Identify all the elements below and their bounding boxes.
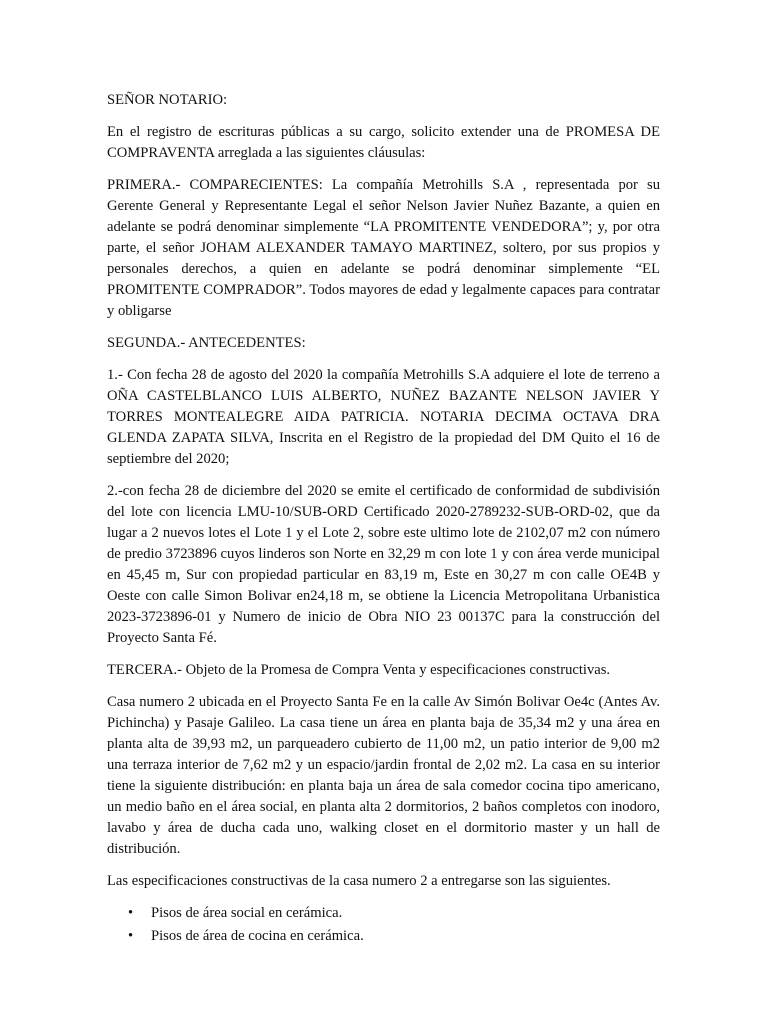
clause-primera: PRIMERA.- COMPARECIENTES: La compañía Metrohills S.A , representada por su Gerente General y Representante Legal el señor Nelson Javier Nuñez Bazante, a quien en adelante se podrá denominar simplemente “LA PROMITENTE VENDEDORA”; y, por otra parte, el señor JOHAM ALEXANDER TAMAYO MARTINEZ, soltero, por sus propios y personales derechos, a quien en adelante se podrá denominar simplemente “EL PROMITENTE COMPRADOR”. Todos mayores de edad y legalmente capaces para contratar y obligarse [107, 177, 660, 319]
specifications-intro: Las especificaciones constructivas de la casa numero 2 a entregarse son las siguientes. [107, 873, 611, 889]
casa-description: Casa numero 2 ubicada en el Proyecto Santa Fe en la calle Av Simón Bolivar Oe4c (Antes Av. Pichincha) y Pasaje Galileo. La casa tiene un área en planta baja de 35,34 m2 y una área en planta alta de 39,93 m2, un parqueadero cubierto de 11,00 m2, un patio interior de 9,00 m2 una terraza interior de 7,62 m2 y un espacio/jardin frontal de 2,02 m2. La casa en su interior tiene la siguiente distribución: en planta baja un área de sala comedor cocina tipo americano, un medio baño en el área social, en planta alta 2 dormitorios, 2 baños completos con inodoro, lavabo y área de ducha cada uno, walking closet en el dormitorio master y un hall de distribución. [107, 694, 660, 857]
bullet-icon: • [128, 928, 134, 944]
document-heading: SEÑOR NOTARIO: [107, 92, 228, 108]
list-item [107, 903, 660, 924]
list-item [107, 926, 660, 947]
intro-paragraph: En el registro de escrituras públicas a su cargo, solicito extender una de PROMESA DE COMPRAVENTA arreglada a las siguientes cláusulas: [107, 124, 660, 161]
clause-segunda-heading: SEGUNDA.- ANTECEDENTES: [107, 335, 306, 351]
document-page [107, 90, 660, 949]
antecedente-1: 1.- Con fecha 28 de agosto del 2020 la compañía Metrohills S.A adquiere el lote de terreno a OÑA CASTELBLANCO LUIS ALBERTO, NUÑEZ BAZANTE NELSON JAVIER Y TORRES MONTEALEGRE AIDA PATRICIA. NOTARIA DECIMA OCTAVA DRA GLENDA ZAPATA SILVA, Inscrita en el Registro de la propiedad del DM Quito el 16 de septiembre del 2020; [107, 367, 660, 467]
antecedente-2: 2.-con fecha 28 de diciembre del 2020 se emite el certificado de conformidad de subdivisión del lote con licencia LMU-10/SUB-ORD Certificado 2020-2789232-SUB-ORD-02, que da lugar a 2 nuevos lotes el Lote 1 y el Lote 2, sobre este ultimo lote de 2102,07 m2 con número de predio 3723896 cuyos linderos son Norte en 32,29 m con lote 1 y con área verde municipal en 45,45 m, Sur con propiedad particular en 83,19 m, Este en 30,27 m con calle OE4B y Oeste con calle Simon Bolivar en24,18 m, se obtiene la Licencia Metropolitana Urbanistica 2023-3723896-01 y Numero de inicio de Obra NIO 23 00137C para la construcción del Proyecto Santa Fé. [107, 483, 660, 646]
list-item-text: Pisos de área social en cerámica. [151, 905, 343, 921]
list-item-text: Pisos de área de cocina en cerámica. [151, 928, 364, 944]
clause-tercera-heading: TERCERA.- Objeto de la Promesa de Compra Venta y especificaciones constructivas. [107, 662, 611, 678]
bullet-icon: • [128, 905, 134, 921]
specifications-list [107, 903, 660, 947]
